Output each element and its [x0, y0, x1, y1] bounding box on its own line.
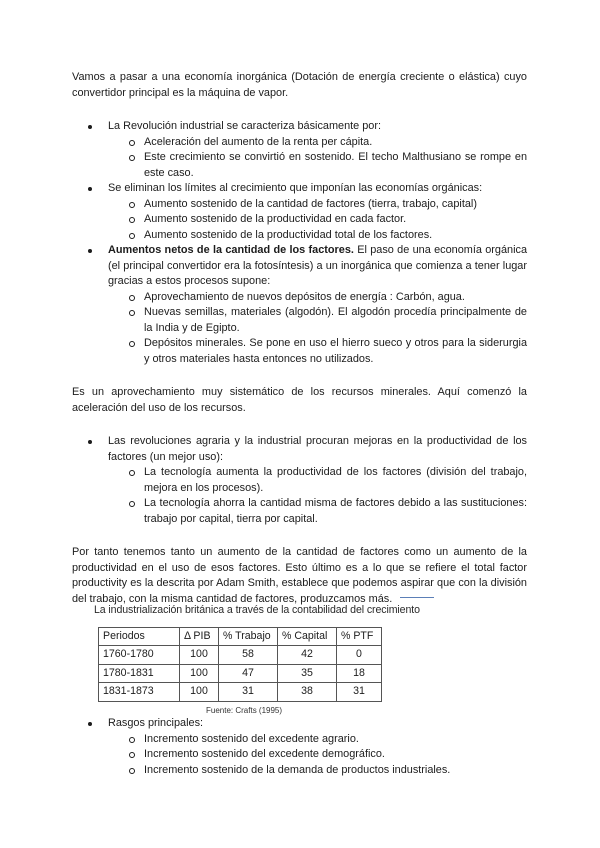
list-item: [72, 243, 527, 367]
sub-list-item: Nuevas semillas, materiales (algodón). El algodón procedía principalmente de la India y de Egipto.: [72, 305, 527, 336]
list-item-bold-text: Aumentos netos de la cantidad de los factores.: [108, 244, 354, 256]
table-cell: 100: [180, 683, 219, 702]
column-header: % Trabajo: [219, 627, 278, 646]
table-cell: 18: [337, 664, 382, 683]
list-item: [72, 181, 527, 243]
document-body: [72, 70, 527, 607]
table-cell: 47: [219, 664, 278, 683]
sub-list-item: Incremento sostenido de la demanda de productos industriales.: [72, 763, 527, 779]
figure-divider: [400, 597, 434, 598]
column-header: % PTF: [337, 627, 382, 646]
list-item-text: La Revolución industrial se caracteriza básicamente por:: [108, 120, 382, 132]
list-productividad: [72, 434, 527, 527]
sub-list-item: Incremento sostenido del excedente agrario.: [72, 732, 527, 748]
list-item: [72, 434, 527, 527]
sub-list-item: Este crecimiento se convirtió en sostenido. El techo Malthusiano se rompe en este caso.: [72, 150, 527, 181]
sub-list-item: Aumento sostenido de la productividad en cada factor.: [72, 212, 527, 228]
growth-accounting-table: [98, 627, 382, 702]
figure-source: Fuente: Crafts (1995): [206, 705, 283, 715]
intro-paragraph: Vamos a pasar a una economía inorgánica (Dotación de energía creciente o elástica) cuyo convertidor principal es la máquina de vapor.: [72, 71, 527, 99]
list-revolucion: [72, 119, 527, 367]
list-item: [72, 119, 527, 181]
table-cell: 35: [278, 664, 337, 683]
table-cell: 1760-1780: [99, 646, 180, 665]
growth-accounting-figure: [94, 597, 434, 718]
table-cell: 1780-1831: [99, 664, 180, 683]
sub-list-item: Depósitos minerales. Se pone en uso el hierro sueco y otros para la siderurgia y otros materiales hasta entonces no utilizados.: [72, 336, 527, 367]
table-cell: 58: [219, 646, 278, 665]
list-item-text: El paso de una economía orgánica (el principal convertidor era la fotosíntesis) a un inorgánica que comienza a tener lugar gracias a estos procesos supone:: [108, 244, 528, 287]
sub-list-item: La tecnología ahorra la cantidad misma de factores debido a las sustituciones: trabajo por capital, tierra por capital.: [72, 496, 527, 527]
list-rasgos: [72, 716, 527, 778]
table-cell: 31: [219, 683, 278, 702]
rasgos-section: [72, 716, 527, 778]
paragraph-recursos: Es un aprovechamiento muy sistemático de los recursos minerales. Aquí comenzó la aceleración del uso de los recursos.: [72, 386, 527, 414]
figure-title: La industrialización británica a través de la contabilidad del crecimiento: [94, 604, 420, 616]
sub-list-item: Incremento sostenido del excedente demográfico.: [72, 747, 527, 763]
table-cell: 1831-1873: [99, 683, 180, 702]
column-header: Periodos: [99, 627, 180, 646]
table-cell: 42: [278, 646, 337, 665]
list-item-text: Las revoluciones agraria y la industrial procuran mejoras en la productividad de los factores (un mejor uso):: [108, 435, 527, 463]
table-cell: 31: [337, 683, 382, 702]
list-item: [72, 716, 527, 778]
table-cell: 100: [180, 646, 219, 665]
table-header-row: [99, 627, 382, 646]
table-row: [99, 683, 382, 702]
list-item-text: Se eliminan los límites al crecimiento que imponían las economías orgánicas:: [108, 182, 483, 194]
paragraph-factores: Por tanto tenemos tanto un aumento de la cantidad de factores como un aumento de la productividad en el uso de esos factores. Esto último es a lo que se refiere el total factor productivity es la descrita por Adam Smith, establece que podemos aspirar que con la división del trabajo, con la misma cantidad de factores, produzcamos más.: [72, 546, 527, 605]
table-cell: 38: [278, 683, 337, 702]
sub-list-item: La tecnología aumenta la productividad de los factores (división del trabajo, mejora en los procesos).: [72, 465, 527, 496]
sub-list-item: Aceleración del aumento de la renta per cápita.: [72, 135, 527, 151]
column-header: Δ PIB: [180, 627, 219, 646]
table-row: [99, 646, 382, 665]
sub-list-item: Aprovechamiento de nuevos depósitos de energía : Carbón, agua.: [72, 290, 527, 306]
sub-list-item: Aumento sostenido de la cantidad de factores (tierra, trabajo, capital): [72, 197, 527, 213]
table-cell: 100: [180, 664, 219, 683]
table-row: [99, 664, 382, 683]
table-cell: 0: [337, 646, 382, 665]
sub-list-item: Aumento sostenido de la productividad total de los factores.: [72, 228, 527, 244]
list-item-text: Rasgos principales:: [108, 717, 204, 729]
column-header: % Capital: [278, 627, 337, 646]
